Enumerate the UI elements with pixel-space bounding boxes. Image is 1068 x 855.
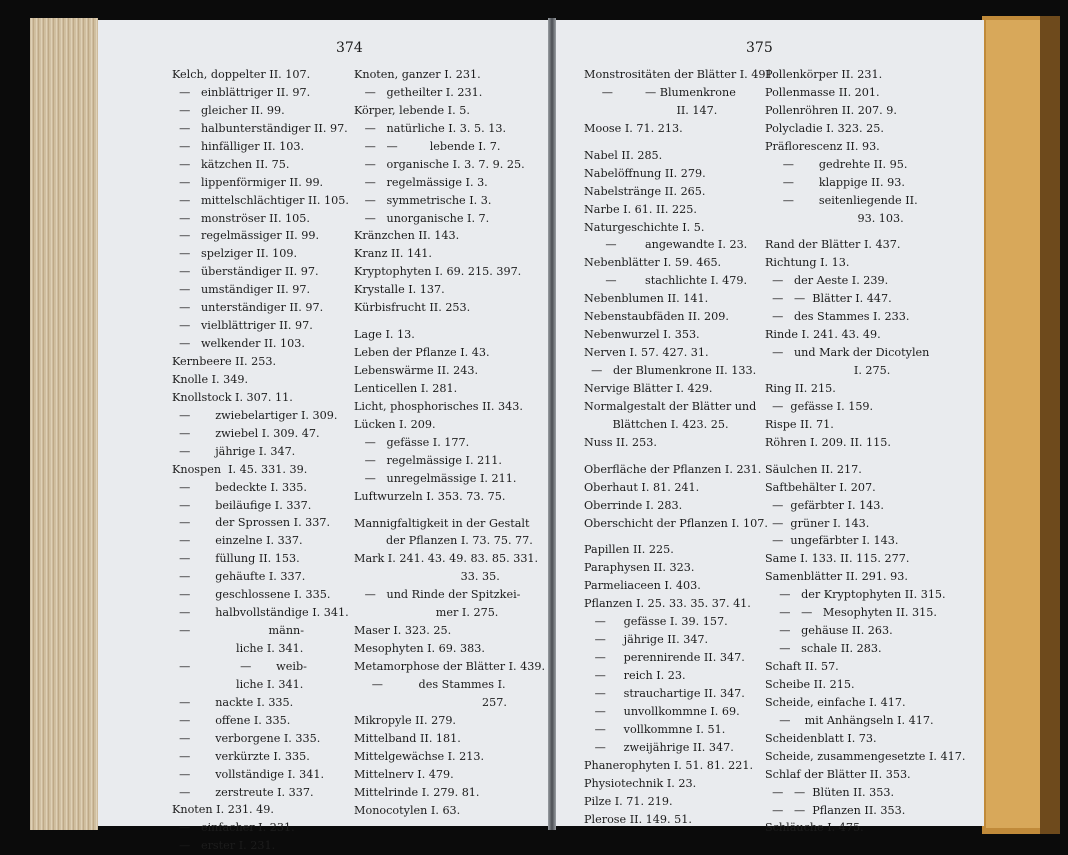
index-entry: — vollständige I. 341. [172, 767, 325, 781]
index-entry: — vielblättriger II. 97. [172, 319, 313, 333]
index-entry: liche I. 341. [172, 642, 304, 655]
index-entry: — bedeckte I. 335. [172, 480, 307, 494]
index-entry: Pollenmasse II. 201. [765, 85, 880, 99]
index-entry: Mannigfaltigkeit in der Gestalt [354, 516, 530, 530]
index-entry: I. 275. [765, 364, 891, 377]
index-entry: Parmeliaceen I. 403. [584, 579, 701, 593]
index-entry: — der Blumenkrone II. 133. [584, 364, 757, 377]
index-entry: Kranz II. 141. [354, 247, 432, 261]
index-entry: — grüner I. 143. [765, 516, 870, 530]
index-entry: Mittelrinde I. 279. 81. [354, 785, 480, 799]
index-entry: Säulchen II. 217. [765, 462, 862, 476]
index-entry: Moose I. 71. 213. [584, 121, 683, 135]
page-edges-left [30, 18, 98, 830]
index-entry: — und Rinde der Spitzkei- [354, 588, 521, 602]
index-entry: Mesophyten I. 69. 383. [354, 642, 485, 656]
index-entry: Pflanzen I. 25. 33. 35. 37. 41. [584, 597, 751, 611]
index-entry: Knolle I. 349. [172, 372, 249, 386]
index-entry: Rinde I. 241. 43. 49. [765, 328, 881, 342]
index-entry: Kränzchen II. 143. [354, 229, 460, 243]
index-entry: — und Mark der Dicotylen [765, 346, 930, 360]
index-entry: — regelmässige I. 211. [354, 453, 502, 467]
index-entry: — halbunterständiger II. 97. [172, 121, 348, 135]
index-entry: — — Blumenkrone [584, 85, 736, 99]
index-entry: — ungefärbter I. 143. [765, 534, 899, 548]
index-entry: Blättchen I. 423. 25. [584, 417, 729, 431]
index-entry: Mark I. 241. 43. 49. 83. 85. 331. [354, 552, 539, 566]
index-entry: — zerstreute I. 337. [172, 785, 314, 799]
index-entry: — geschlossene I. 335. [172, 588, 331, 602]
index-entry: — angewandte I. 23. [584, 238, 748, 252]
index-entry: — hinfälliger II. 103. [172, 139, 305, 153]
index-entry: Oberfläche der Pflanzen I. 231. [584, 462, 762, 476]
index-entry: Pilze I. 71. 219. [584, 794, 673, 808]
index-entry: — männ- [172, 624, 305, 638]
index-entry: — zweijährige II. 347. [584, 740, 734, 754]
index-entry: Scheide, zusammengesetzte I. 417. [765, 749, 966, 763]
right-page-column-1 [584, 66, 776, 828]
index-entry: — symmetrische I. 3. [354, 193, 492, 207]
index-entry: — getheilter I. 231. [354, 85, 483, 99]
index-entry: Mikropyle II. 279. [354, 713, 456, 727]
index-entry: — der Aeste I. 239. [765, 274, 889, 288]
index-entry: Nabel II. 285. [584, 148, 663, 162]
index-entry: — — lebende I. 7. [354, 139, 501, 153]
index-entry: Samenblätter II. 291. 93. [765, 570, 908, 584]
index-entry: Lebenswärme II. 243. [354, 364, 479, 377]
index-entry: Rispe II. 71. [765, 417, 834, 431]
index-entry: — gefärbter I. 143. [765, 498, 884, 512]
index-entry: — mit Anhängseln I. 417. [765, 713, 934, 727]
section-gap [584, 452, 776, 461]
index-entry: Schaft II. 57. [765, 660, 839, 673]
index-entry: — jährige I. 347. [172, 444, 296, 458]
index-entry: Phanerophyten I. 51. 81. 221. [584, 758, 754, 772]
page-number-right: 375 [746, 40, 773, 56]
index-entry: Kryptophyten I. 69. 215. 397. [354, 265, 522, 279]
index-entry: Pollenröhren II. 207. 9. [765, 103, 897, 117]
index-entry: — natürliche I. 3. 5. 13. [354, 121, 507, 135]
index-entry: Kernbeere II. 253. [172, 355, 277, 368]
index-entry: Kürbisfrucht II. 253. [354, 301, 471, 315]
index-entry: 93. 103. [765, 211, 904, 225]
index-entry: Schlaf der Blätter II. 353. [765, 767, 911, 781]
index-entry: Saftbehälter I. 207. [765, 480, 876, 494]
index-entry: — lippenförmiger II. 99. [172, 175, 324, 189]
index-entry: — verkürzte I. 335. [172, 749, 310, 763]
index-entry: Nabelstränge II. 265. [584, 184, 706, 198]
index-entry: — seitenliegende II. [765, 193, 918, 207]
index-entry: — der Sprossen I. 337. [172, 516, 331, 530]
index-entry: — welkender II. 103. [172, 337, 305, 351]
index-entry: Lage I. 13. [354, 328, 415, 342]
index-entry: — unvollkommne I. 69. [584, 704, 740, 718]
index-entry: der Pflanzen I. 73. 75. 77. [354, 534, 533, 548]
index-entry: Lücken I. 209. [354, 417, 436, 431]
index-entry: — beiläufige I. 337. [172, 498, 312, 512]
index-entry: Knospen I. 45. 331. 39. [172, 462, 308, 476]
index-entry: — regelmässige I. 3. [354, 175, 488, 189]
index-entry: — gedrehte II. 95. [765, 157, 908, 171]
section-gap [584, 138, 776, 147]
index-entry: — füllung II. 153. [172, 552, 300, 566]
index-entry: Scheibe II. 215. [765, 677, 855, 691]
index-entry: Maser I. 323. 25. [354, 624, 452, 638]
index-entry: Nebenblumen II. 141. [584, 292, 709, 306]
index-entry: — perennirende II. 347. [584, 651, 745, 665]
index-entry: — gefässe I. 39. 157. [584, 615, 728, 629]
index-entry: Rand der Blätter I. 437. [765, 238, 901, 252]
index-entry: Lenticellen I. 281. [354, 381, 458, 395]
index-entry: Metamorphose der Blätter I. 439. [354, 660, 546, 673]
index-entry: Naturgeschichte I. 5. [584, 220, 705, 234]
index-entry: — unterständiger II. 97. [172, 301, 324, 315]
index-entry: — jährige II. 347. [584, 633, 709, 647]
index-entry: — vollkommne I. 51. [584, 722, 726, 736]
index-entry: Nebenstaubfäden II. 209. [584, 310, 729, 324]
index-entry: Luftwurzeln I. 353. 73. 75. [354, 489, 506, 503]
index-entry: — zwiebel I. 309. 47. [172, 426, 320, 440]
index-entry: — — Blüten II. 353. [765, 785, 895, 799]
index-entry: Nuss II. 253. [584, 435, 657, 449]
index-entry: — — Pflanzen II. 353. [765, 803, 906, 817]
index-entry: Mittelgewächse I. 213. [354, 749, 485, 763]
index-entry: — organische I. 3. 7. 9. 25. [354, 157, 525, 171]
index-entry: Oberrinde I. 283. [584, 498, 683, 512]
index-entry: — erster I. 231. [172, 839, 276, 853]
section-gap [354, 317, 545, 326]
index-entry: Oberhaut I. 81. 241. [584, 480, 700, 494]
index-entry: — gefässe I. 159. [765, 399, 874, 413]
index-entry: — monströser II. 105. [172, 211, 310, 225]
index-entry: — gehäuse II. 263. [765, 624, 893, 638]
index-entry: — gefässe I. 177. [354, 435, 470, 449]
left-page-column-2 [354, 66, 545, 819]
index-entry: Krystalle I. 137. [354, 283, 445, 297]
index-entry: Scheide, einfache I. 417. [765, 695, 906, 709]
right-page-column-2 [765, 66, 965, 837]
index-entry: Scheidenblatt I. 73. [765, 731, 877, 745]
index-entry: — reich I. 23. [584, 669, 686, 682]
index-entry: — halbvollständige I. 341. [172, 606, 349, 620]
section-gap [354, 506, 545, 515]
index-entry: Mittelnerv I. 479. [354, 767, 454, 781]
index-entry: Mittelband II. 181. [354, 731, 461, 745]
index-entry: — offene I. 335. [172, 713, 291, 727]
index-entry: Knollstock I. 307. 11. [172, 390, 293, 404]
section-gap [765, 227, 965, 236]
index-entry: 33. 35. [354, 570, 500, 584]
index-entry: liche I. 341. [172, 677, 304, 691]
index-entry: Nervige Blätter I. 429. [584, 381, 713, 395]
index-entry: Knoten, ganzer I. 231. [354, 68, 481, 81]
index-entry: — strauchartige II. 347. [584, 686, 745, 700]
index-entry: Ring II. 215. [765, 381, 836, 395]
index-entry: 257. [354, 695, 507, 709]
index-entry: — des Stammes I. [354, 677, 506, 691]
index-entry: Schläuche I. 475. [765, 821, 864, 835]
index-entry: — mittelschlächtiger II. 105. [172, 193, 349, 207]
index-entry: Monocotylen I. 63. [354, 803, 461, 817]
index-entry: mer I. 275. [354, 606, 499, 620]
index-entry: Pollenkörper II. 231. [765, 68, 883, 81]
index-entry: — einblättriger II. 97. [172, 85, 311, 99]
index-entry: Leben der Pflanze I. 43. [354, 346, 490, 360]
index-entry: Same I. 133. II. 115. 277. [765, 552, 910, 566]
index-entry: Plerose II. 149. 51. [584, 812, 692, 826]
index-entry: Knoten I. 231. 49. [172, 803, 274, 817]
index-entry: Nerven I. 57. 427. 31. [584, 346, 709, 360]
index-entry: Narbe I. 61. II. 225. [584, 202, 697, 216]
index-entry: — regelmässiger II. 99. [172, 229, 320, 243]
index-entry: — spelziger II. 109. [172, 247, 298, 261]
index-entry: Röhren I. 209. II. 115. [765, 435, 891, 449]
page-number-left: 374 [336, 40, 363, 56]
book-cover-right [982, 16, 1060, 834]
section-gap [765, 452, 965, 461]
index-entry: Nebenwurzel I. 353. [584, 328, 700, 342]
index-entry: Licht, phosphorisches II. 343. [354, 399, 523, 413]
index-entry: — — weib- [172, 659, 307, 673]
index-entry: Nabelöffnung II. 279. [584, 166, 706, 180]
index-entry: — des Stammes I. 233. [765, 310, 910, 324]
index-entry: Oberschicht der Pflanzen I. 107. [584, 516, 768, 530]
index-entry: — zwiebelartiger I. 309. [172, 408, 338, 422]
index-entry: Nebenblätter I. 59. 465. [584, 256, 722, 270]
index-entry: — — Blätter I. 447. [765, 292, 892, 306]
index-entry: — verborgene I. 335. [172, 731, 321, 745]
index-entry: Papillen II. 225. [584, 543, 674, 557]
left-page-column-1 [172, 66, 349, 855]
index-entry: — gehäufte I. 337. [172, 570, 306, 584]
index-entry: Normalgestalt der Blätter und [584, 399, 757, 413]
index-entry: Körper, lebende I. 5. [354, 103, 470, 117]
index-entry: — — Mesophyten II. 315. [765, 606, 937, 620]
index-entry: — unregelmässige I. 211. [354, 471, 517, 485]
index-entry: — stachlichte I. 479. [584, 274, 748, 288]
index-entry: — umständiger II. 97. [172, 283, 311, 297]
index-entry: — schale II. 283. [765, 642, 882, 656]
index-entry: Kelch, doppelter II. 107. [172, 68, 311, 81]
index-entry: — gleicher II. 99. [172, 103, 285, 117]
index-entry: — der Kryptophyten II. 315. [765, 588, 946, 602]
index-entry: — unorganische I. 7. [354, 211, 490, 225]
index-entry: Richtung I. 13. [765, 256, 850, 270]
index-entry: — nackte I. 335. [172, 695, 294, 709]
index-entry: Physiotechnik I. 23. [584, 776, 697, 790]
index-entry: Monstrositäten der Blätter I. 491. [584, 68, 777, 81]
section-gap [584, 532, 776, 541]
index-entry: — einfacher I. 231. [172, 821, 295, 835]
index-entry: Präflorescenz II. 93. [765, 139, 880, 153]
index-entry: — einzelne I. 337. [172, 534, 303, 548]
index-entry: Paraphysen II. 323. [584, 561, 695, 575]
index-entry: — überständiger II. 97. [172, 265, 319, 279]
index-entry: — kätzchen II. 75. [172, 157, 290, 171]
index-entry: — klappige II. 93. [765, 175, 905, 189]
index-entry: Polycladie I. 323. 25. [765, 121, 884, 135]
index-entry: II. 147. [584, 103, 718, 117]
book-gutter [548, 18, 556, 830]
